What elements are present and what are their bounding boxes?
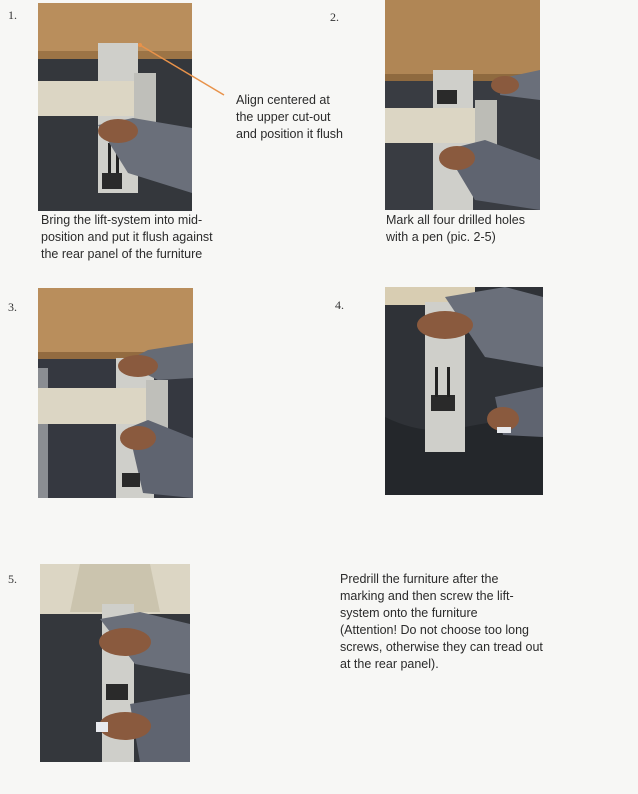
step-1-photo bbox=[38, 3, 192, 211]
step-2-photo bbox=[385, 0, 540, 210]
step-4-photo bbox=[385, 287, 543, 495]
step-number-1: 1. bbox=[8, 8, 17, 22]
step-number-2: 2. bbox=[330, 10, 339, 24]
step-2-caption: Mark all four drilled holes with a pen (pic. 2-5) bbox=[386, 213, 525, 244]
step-5-photo bbox=[40, 564, 190, 762]
step-1-callout: Align centered at the upper cut-out and position it flush bbox=[236, 93, 344, 141]
step-number-4: 4. bbox=[335, 298, 344, 312]
step-3-photo bbox=[38, 288, 193, 498]
step-1-caption: Bring the lift-system into mid- position and put it flush against the rear panel of the furniture bbox=[41, 213, 213, 261]
step-number-5: 5. bbox=[8, 572, 17, 586]
step-5-caption: Predrill the furniture after the marking and then screw the lift- system onto the furniture (Attention! Do not choose too long screws, otherwise they can tread out at the rear panel). bbox=[340, 572, 543, 671]
step-number-3: 3. bbox=[8, 300, 17, 314]
